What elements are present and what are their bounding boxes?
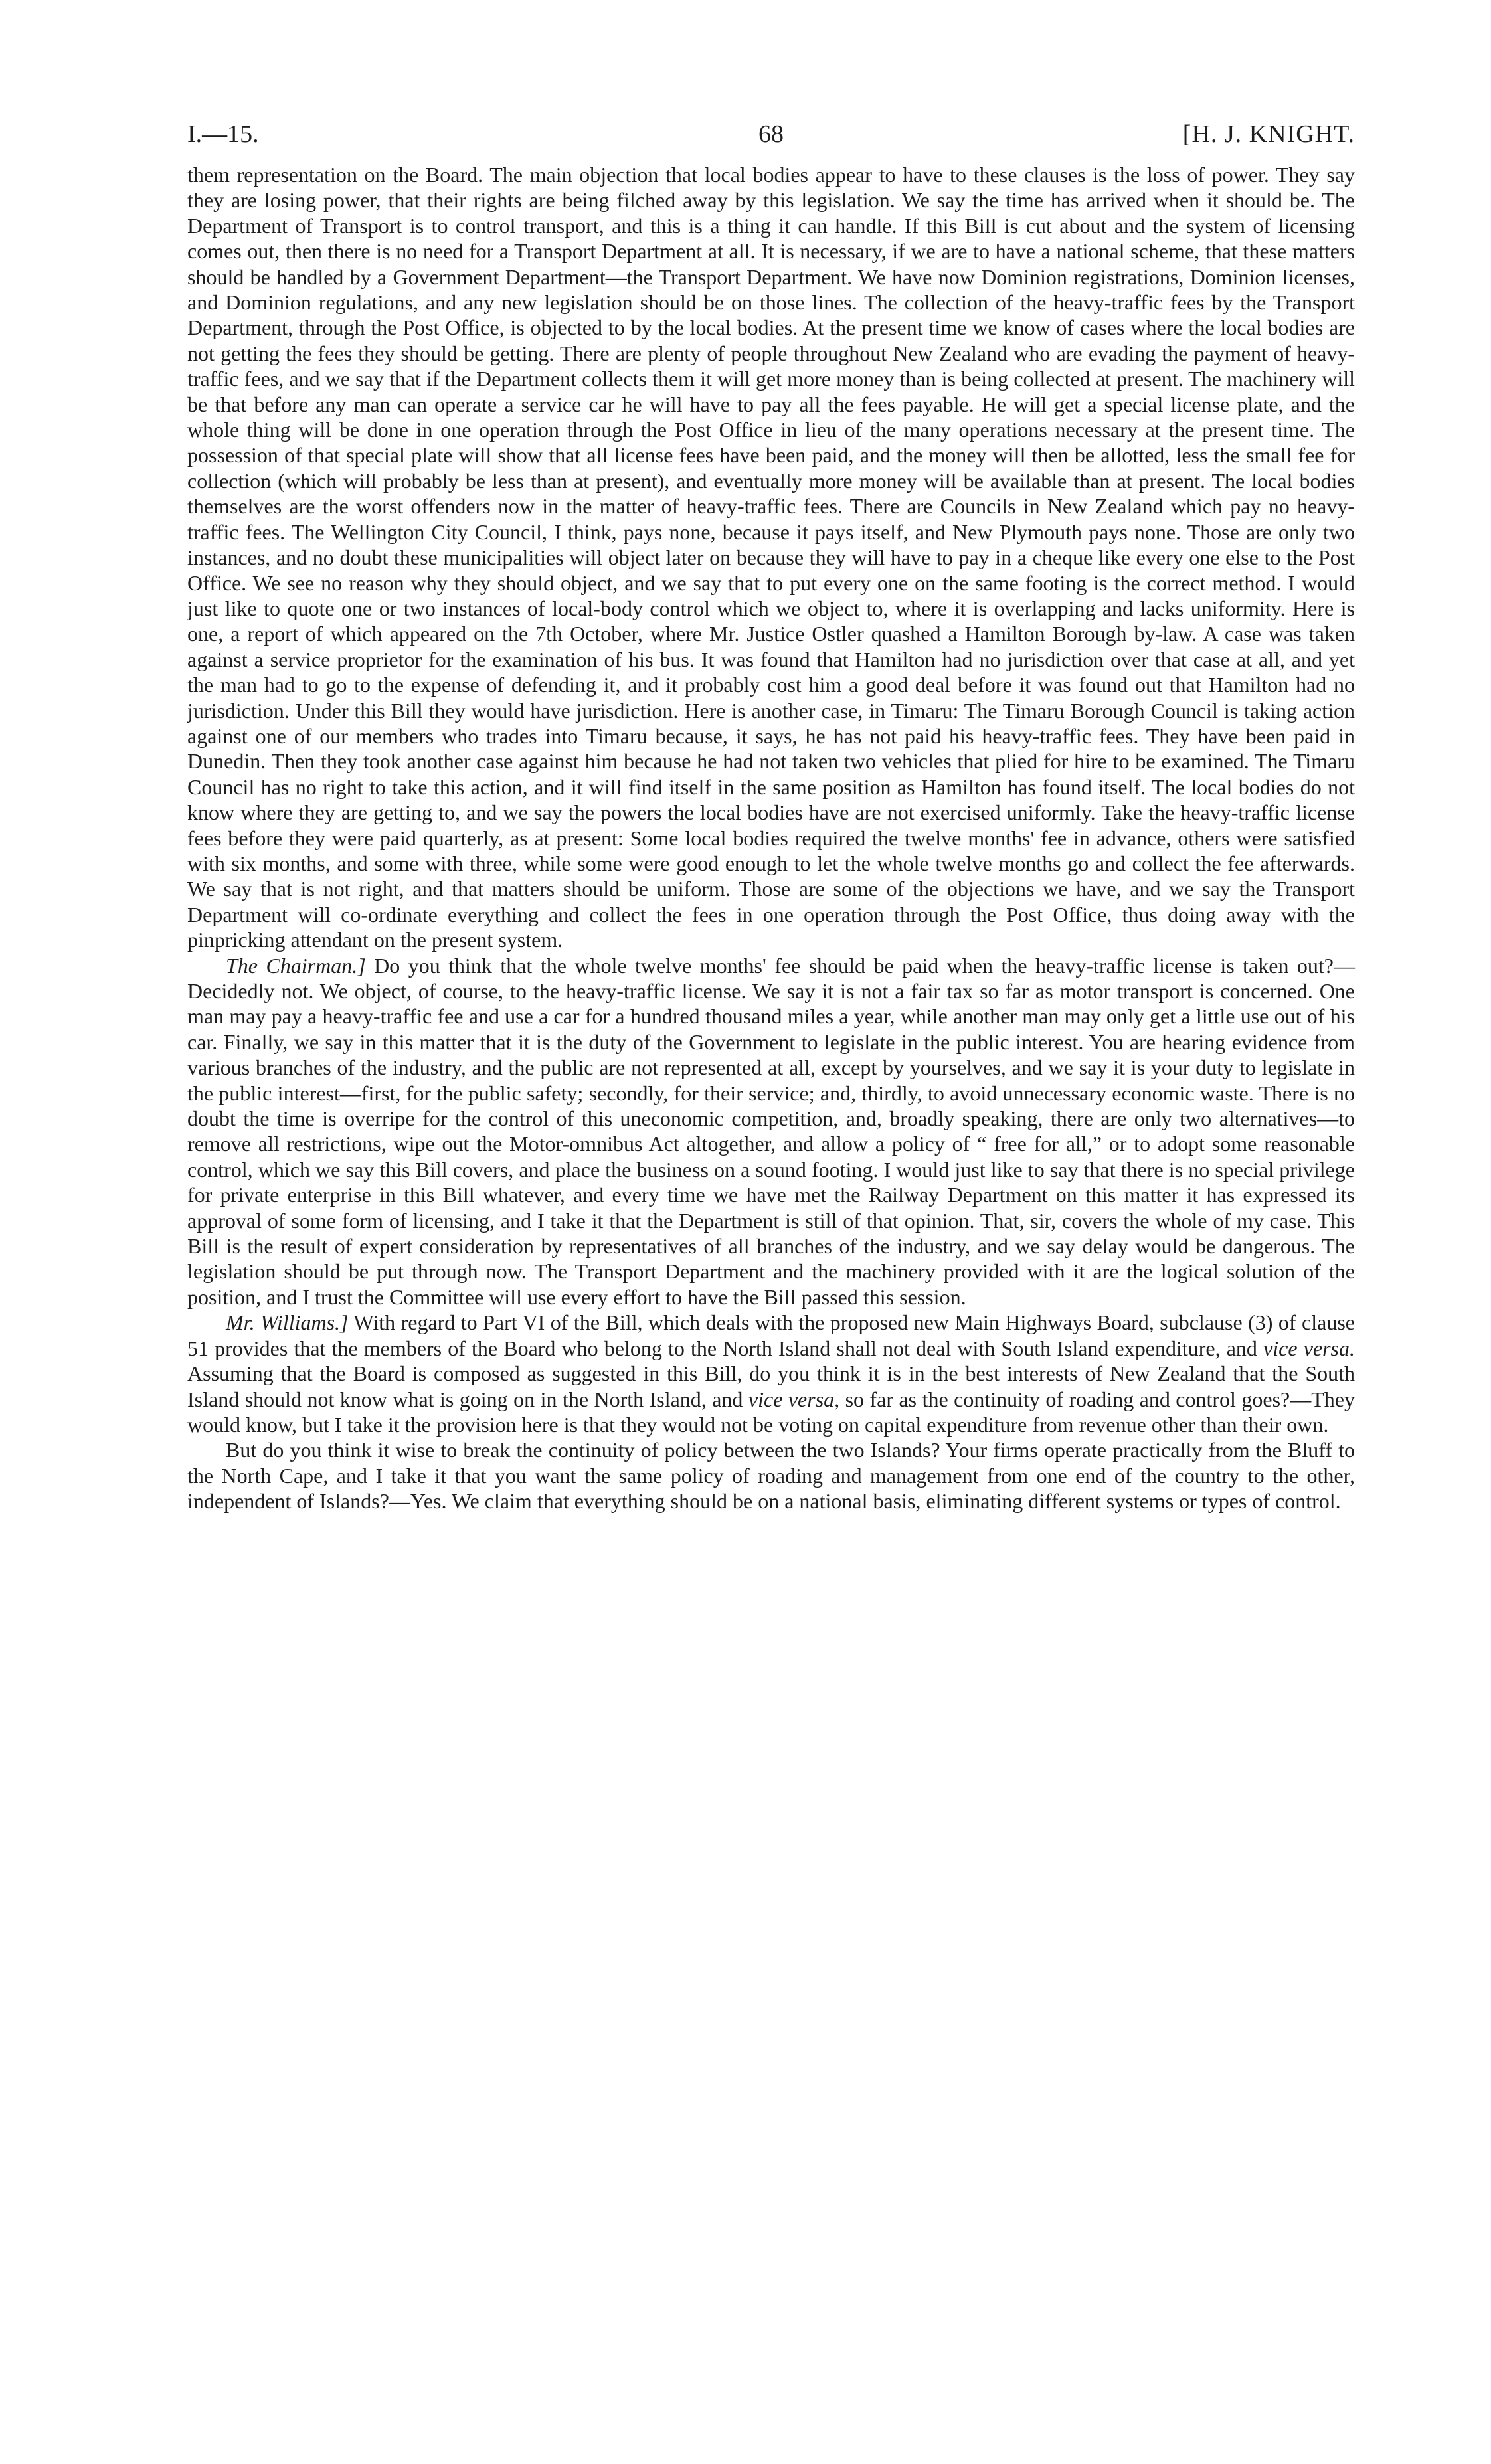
paragraph-1-text: them representation on the Board. The main objection that local bodies appear to have to these clauses is the loss of power. They say they are losing power, that their rights are being filched away by this legislation. We say the time has arrived when it should be. The Department of Transport is to control transport, and this is a thing it can handle. If this Bill is cut about and the system of licensing comes out, then there is no need for a Transport Department at all. It is necessary, if we are to have a national scheme, that these matters should be handled by a Government Department—the Transport Department. We have now Dominion registrations, Dominion licenses, and Dominion regulations, and any new legislation should be on those lines. The collection of the heavy-traffic fees by the Transport Department, through the Post Office, is objected to by the local bodies. At the present time we know of cases where the local bodies are not getting the fees they should be getting. There are plenty of people throughout New Zealand who are evading the payment of heavy-traffic fees, and we say that if the Department collects them it will get more money than is being collected at present. The machinery will be that before any man can operate a service car he will have to pay all the fees payable. He will get a special license plate, and the whole thing will be done in one operation through the Post Office in lieu of the many operations necessary at the present time. The possession of that special plate will show that all license fees have been paid, and the money will then be allotted, less the small fee for collection (which will probably be less than at present), and eventually more money will be available than at present. The local bodies themselves are the worst offenders now in the matter of heavy-traffic fees. There are Councils in New Zealand which pay no heavy-traffic fees. The Wellington City Council, I think, pays none, because it pays itself, and New Plymouth pays none. Those are only two instances, and no doubt these municipalities will object later on because they will have to pay in a cheque like every one else to the Post Office. We see no reason why they should object, and we say that to put every one on the same footing is the correct method. I would just like to quote one or two instances of local-body control which we object to, where it is overlapping and lacks uniformity. Here is one, a report of which appeared on the 7th October, where Mr. Justice Ostler quashed a Hamilton Borough by-law. A case was taken against a service proprietor for the examination of his bus. It was found that Hamilton had no jurisdiction over that case at all, and yet the man had to go to the expense of defending it, and it probably cost him a good deal before it was found out that Hamilton had no jurisdiction. Under this Bill they would have jurisdiction. Here is another case, in Timaru: The Timaru Borough Council is taking action against one of our members who trades into Timaru because, it says, he has not paid his heavy-traffic fees. They have been paid in Dunedin. Then they took another case against him because he had not taken two vehicles that plied for hire to be examined. The Timaru Council has no right to take this action, and it will find itself in the same position as Hamilton has found itself. The local bodies do not know where they are getting to, and we say the powers the local bodies have are not exercised uniformly. Take the heavy-traffic license fees before they were paid quarterly, as at present: Some local bodies required the twelve months' fee in advance, others were satisfied with six months, and some with three, while some were good enough to let the whole twelve months go and collect the fee afterwards. We say that is not right, and that matters should be uniform. Those are some of the objections we have, and we say the Transport Department will co-ordinate everything and collect the fees in one operation through the Post Office, thus doing away with the pinpricking attendant on the present system. (187, 163, 1355, 952)
paragraph-2 (187, 953, 1355, 1310)
speaker-label: The Chairman.] (226, 953, 366, 978)
paper-number: I.—15. (187, 120, 259, 148)
latin-phrase: vice versa. (1263, 1336, 1356, 1360)
document-page (187, 120, 1355, 1514)
running-head (187, 120, 1355, 159)
paragraph-3-text: so far as the continuity of roading and control goes?—They would know, but I take it the provision here is that they would not be voting on capital expenditure from revenue other than their own. (187, 1387, 1356, 1437)
paragraph-4 (187, 1437, 1355, 1514)
page-number: 68 (758, 120, 784, 148)
body-text (187, 162, 1355, 1514)
paragraph-4-text: But do you think it wise to break the continuity of policy between the two Islands? Your firms operate practically from the Bluff to the North Cape, and I take it that you want the same policy of roading and management from one end of the country to the other, independent of Islands?—Yes. We claim that everything should be on a national basis, eliminating different systems or types of control. (187, 1438, 1355, 1514)
paragraph-3-text: Assuming that the Board is composed as suggested in this Bill, do you think it is in the best interests of New Zealand that the South Island should not know what is going on in the North Island, and (187, 1362, 1355, 1411)
paragraph-2-text: Do you think that the whole twelve months' fee should be paid when the heavy-traffic license is taken out?—Decidedly not. We object, of course, to the heavy-traffic license. We say it is not a fair tax so far as motor transport is concerned. One man may pay a heavy-traffic fee and use a car for a hundred thousand miles a year, while another man may only get a little use out of his car. Finally, we say in this matter that it is the duty of the Government to legislate in the public interest. You are hearing evidence from various branches of the industry, and the public are not represented at all, except by yourselves, and we say it is your duty to legislate in the public interest—first, for the public safety; secondly, for their service; and, thirdly, to avoid unnecessary economic waste. There is no doubt the time is overripe for the control of this uneconomic competition, and, broadly speaking, there are only two alternatives—to remove all restrictions, wipe out the Motor-omnibus Act altogether, and allow a policy of “ free for all,” or to adopt some reasonable control, which we say this Bill covers, and place the business on a sound footing. I would just like to say that there is no special privilege for private enterprise in this Bill whatever, and every time we have met the Railway Department on this matter it has expressed its approval of some form of licensing, and I take it that the Department is still of that opinion. That, sir, covers the whole of my case. This Bill is the result of expert consideration by representatives of all branches of the industry, and we say delay would be dangerous. The legislation should be put through now. The Transport Department and the machinery provided with it are the logical solution of the position, and I trust the Committee will use every effort to have the Bill passed this session. (187, 953, 1356, 1309)
latin-phrase: vice versa, (748, 1387, 840, 1411)
paragraph-3-text: With regard to Part VI of the Bill, which deals with the proposed new Main Highways Board, subclause (3) of clause 51 provides that the members of the Board who belong to the North Island shall not deal with South Island expenditure, and (187, 1310, 1356, 1360)
paragraph-3 (187, 1310, 1355, 1437)
speaker-label: Mr. Williams.] (226, 1310, 349, 1335)
paragraph-1 (187, 162, 1355, 953)
witness-name: [H. J. KNIGHT. (1182, 120, 1355, 148)
